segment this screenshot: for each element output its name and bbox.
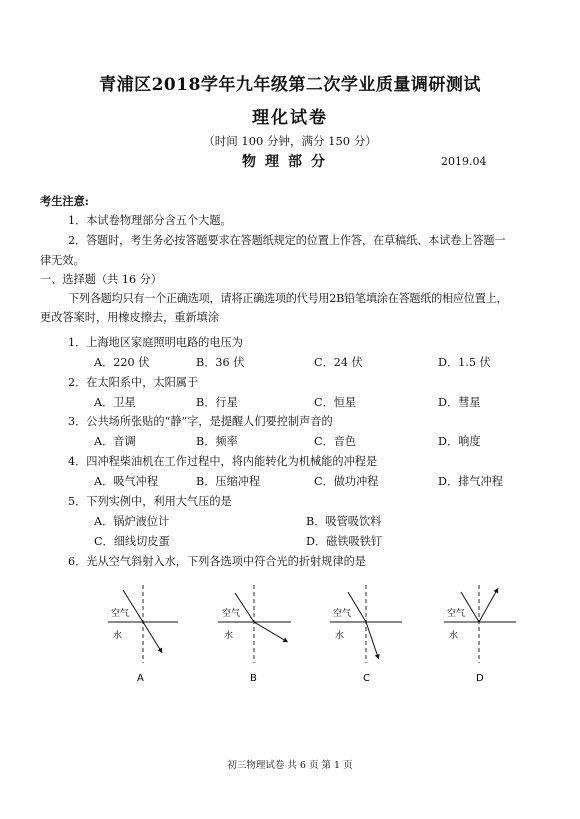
q1-option-c: C．24 伏 bbox=[314, 356, 363, 369]
diagram-a-letter: A bbox=[137, 673, 144, 684]
q3-option-b: B．频率 bbox=[196, 435, 238, 448]
diagram-a bbox=[108, 585, 178, 684]
diagram-a-water-label: 水 bbox=[113, 631, 123, 641]
diagram-d-air-label: 空气 bbox=[447, 609, 466, 619]
exam-date: 2019.04 bbox=[441, 155, 487, 168]
q2-option-d: D．彗星 bbox=[438, 396, 481, 409]
diagram-d-reflected-ray bbox=[479, 590, 497, 622]
q5-option-b: B．吸管吸饮料 bbox=[306, 515, 382, 528]
notice-item-1: 1．本试卷物理部分含五个大题。 bbox=[68, 214, 232, 227]
q1-option-a: A．220 伏 bbox=[94, 356, 150, 369]
diagram-b-letter: B bbox=[250, 673, 257, 684]
q3-option-d: D．响度 bbox=[438, 435, 481, 448]
question-2-stem: 2．在太阳系中，太阳属于 bbox=[68, 376, 199, 389]
notice-item-2: 2．答题时，考生务必按答题要求在答题纸规定的位置上作答，在草稿纸、本试卷上答题一 bbox=[68, 234, 506, 247]
q2-option-b: B．行星 bbox=[196, 396, 238, 409]
notice-heading: 考生注意: bbox=[40, 194, 89, 208]
diagram-b-water-label: 水 bbox=[224, 631, 234, 641]
time-note: （时间 100 分钟，满分 150 分） bbox=[203, 134, 377, 148]
diagram-c-water-label: 水 bbox=[335, 631, 345, 641]
question-6-stem: 6．光从空气斜射入水，下列各选项中符合光的折射规律的是 bbox=[68, 555, 366, 568]
diagram-c-air-label: 空气 bbox=[333, 609, 352, 619]
diagram-a-air-label: 空气 bbox=[111, 609, 130, 619]
notice-item-2-cont: 律无效。 bbox=[40, 254, 85, 267]
part1-instruction-2: 更改答案时，用橡皮擦去，重新填涂 bbox=[40, 311, 220, 324]
section-title: 物理部分 bbox=[242, 154, 334, 170]
q5-option-c: C．细线切皮蛋 bbox=[94, 535, 170, 548]
q1-option-b: B．36 伏 bbox=[196, 356, 245, 369]
diagram-a-refracted-ray bbox=[143, 622, 161, 651]
q4-option-c: C．做功冲程 bbox=[314, 475, 379, 488]
part1-heading: 一、选择题（共 16 分） bbox=[40, 273, 163, 286]
diagram-c-letter: C bbox=[363, 673, 370, 684]
question-5-stem: 5．下列实例中，利用大气压的是 bbox=[68, 495, 232, 508]
diagram-b-air-label: 空气 bbox=[222, 609, 241, 619]
diagram-d bbox=[444, 585, 516, 684]
exam-subtitle: 理化试卷 bbox=[252, 108, 328, 128]
question-4-stem: 4．四冲程柴油机在工作过程中，将内能转化为机械能的冲程是 bbox=[68, 455, 378, 468]
q4-option-d: D．排气冲程 bbox=[438, 475, 503, 488]
diagram-b bbox=[218, 585, 291, 684]
diagram-b-refracted-ray bbox=[254, 622, 286, 641]
question-1-stem: 1．上海地区家庭照明电路的电压为 bbox=[68, 336, 243, 349]
diagram-c bbox=[330, 585, 402, 684]
q4-option-a: A．吸气冲程 bbox=[94, 475, 159, 488]
q3-option-a: A．音调 bbox=[94, 435, 136, 448]
diagram-d-water-label: 水 bbox=[449, 631, 459, 641]
exam-title: 青浦区2018学年九年级第二次学业质量调研测试 bbox=[99, 75, 481, 95]
q5-option-a: A．锅炉液位计 bbox=[94, 515, 170, 528]
page-footer: 初三物理试卷 共 6 页 第 1 页 bbox=[227, 760, 353, 771]
q2-option-c: C．恒星 bbox=[314, 396, 357, 409]
diagram-c-refracted-ray bbox=[366, 622, 378, 657]
question-3-stem: 3．公共场所张贴的“静”字，是提醒人们要控制声音的 bbox=[68, 415, 333, 428]
q5-option-d: D．磁铁吸铁钉 bbox=[306, 535, 383, 548]
q2-option-a: A．卫星 bbox=[94, 396, 136, 409]
refraction-diagrams bbox=[0, 575, 580, 685]
q3-option-c: C．音色 bbox=[314, 435, 357, 448]
diagram-d-letter: D bbox=[476, 673, 484, 684]
q4-option-b: B．压缩冲程 bbox=[196, 475, 261, 488]
q1-option-d: D．1.5 伏 bbox=[438, 356, 491, 369]
part1-instruction-1: 下列各题均只有一个正确选项，请将正确选项的代号用2B铅笔填涂在答题纸的相应位置上， bbox=[68, 292, 508, 305]
